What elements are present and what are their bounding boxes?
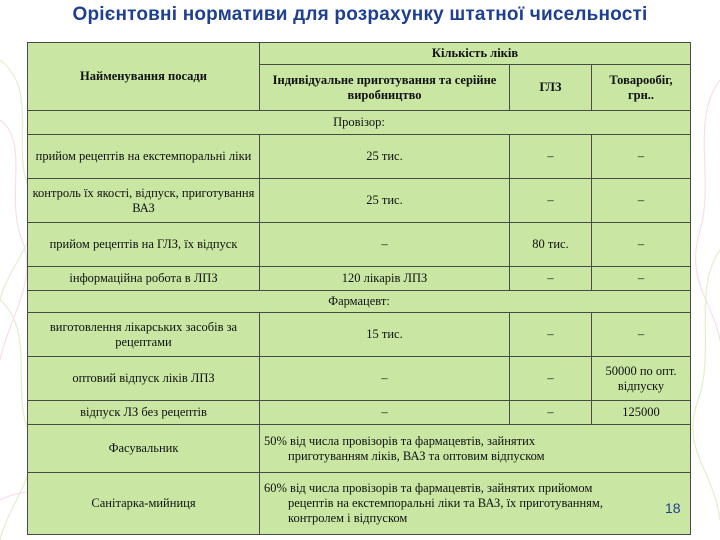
header-drug-count: Кількість ліків [260,43,691,65]
packer-norm-line1: 50% від числа провізорів та фармацевтів, зайнятих [264,433,536,448]
cleaner-norm-line2: рецептів на екстемпоральні ліки та ВАЗ, їх приготуванням, [288,496,603,511]
row-turnover: 125000 [592,401,691,425]
table-row [28,267,691,291]
row-glz: – [510,135,592,179]
row-turnover: – [592,135,691,179]
row-turnover: – [592,223,691,267]
row-individual: – [260,223,510,267]
table-row [28,357,691,401]
row-turnover: 50000 по опт. відпуску [592,357,691,401]
table-row-packer [28,425,691,473]
table-row [28,179,691,223]
row-individual: 25 тис. [260,135,510,179]
row-name: інформаційна робота в ЛПЗ [28,267,260,291]
row-turnover: – [592,267,691,291]
row-turnover: – [592,179,691,223]
row-glz: – [510,267,592,291]
row-glz: – [510,179,592,223]
row-individual: 120 лікарів ЛПЗ [260,267,510,291]
header-glz: ГЛЗ [510,65,592,111]
row-name: оптовий відпуск ліків ЛПЗ [28,357,260,401]
header-row [28,43,691,65]
table-row [28,223,691,267]
page-title: Орієнтовні нормативи для розрахунку штатної чисельності [72,4,648,25]
section-pharmacist: Фармацевт: [28,291,691,313]
row-individual: 25 тис. [260,179,510,223]
table-row [28,313,691,357]
row-name: контроль їх якості, відпуск, приготування ВАЗ [28,179,260,223]
page-number: 18 [665,500,681,516]
header-turnover: Товарообіг, грн.. [592,65,691,111]
packer-name: Фасувальник [28,425,260,473]
row-name: прийом рецептів на ГЛЗ, їх відпуск [28,223,260,267]
header-individual: Індивідуальне приготування та серійне виробництво [260,65,510,111]
row-glz: – [510,401,592,425]
row-individual: – [260,401,510,425]
section-provisor: Провізор: [28,111,691,135]
packer-norm-line2: приготуванням ліків, ВАЗ та оптовим відпуском [288,448,545,463]
section-row-pharmacist [28,291,691,313]
row-turnover: – [592,313,691,357]
header-position: Найменування посади [28,43,260,111]
row-glz: 80 тис. [510,223,592,267]
row-name: прийом рецептів на екстемпоральні ліки [28,135,260,179]
table-row-cleaner [28,473,691,535]
row-glz: – [510,313,592,357]
table-row [28,401,691,425]
cleaner-name: Санітарка-мийниця [28,473,260,535]
packer-norm [260,425,691,473]
staffing-norms-table [27,42,691,535]
cleaner-norm [260,473,691,535]
cleaner-norm-line1: 60% від числа провізорів та фармацевтів, зайнятих прийомом [264,481,593,496]
section-row-provisor [28,111,691,135]
row-individual: 15 тис. [260,313,510,357]
row-name: відпуск ЛЗ без рецептів [28,401,260,425]
table-row [28,135,691,179]
row-glz: – [510,357,592,401]
cleaner-norm-line3: контролем і відпуском [288,510,408,525]
row-name: виготовлення лікарських засобів за рецептами [28,313,260,357]
row-individual: – [260,357,510,401]
